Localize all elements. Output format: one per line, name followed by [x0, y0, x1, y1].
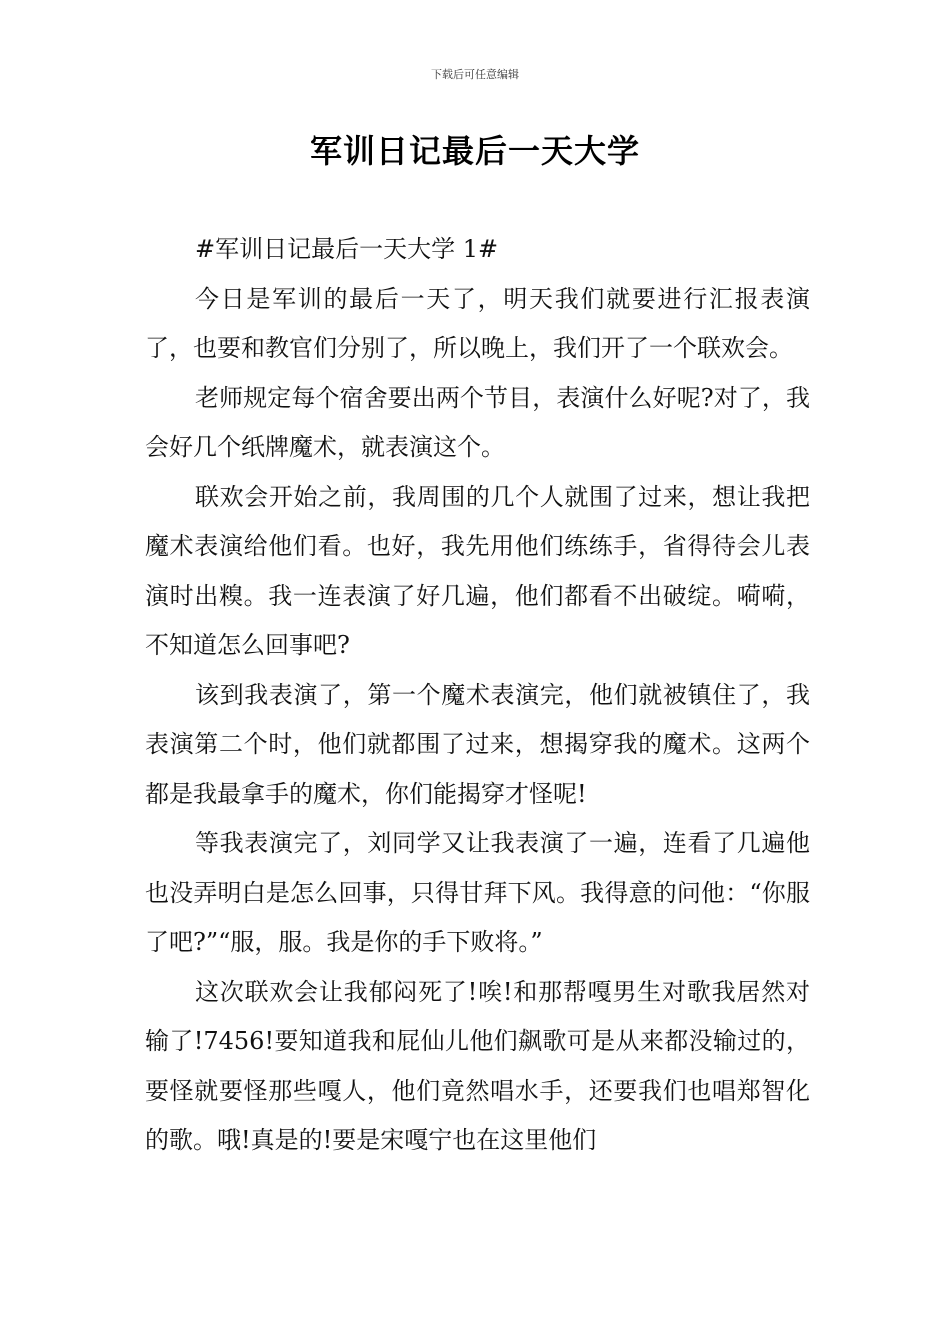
- paragraph: 老师规定每个宿舍要出两个节目，表演什么好呢?对了，我会好几个纸牌魔术，就表演这个。: [145, 383, 810, 461]
- section-heading: #军训日记最后一天大学 1#: [195, 235, 499, 263]
- header-note: 下载后可任意编辑: [431, 68, 519, 81]
- paragraph: 联欢会开始之前，我周围的几个人就围了过来，想让我把魔术表演给他们看。也好，我先用他们练练手，省得待会儿表演时出糗。我一连表演了好几遍，他们都看不出破绽。嗬嗬，不知道怎么回事吧?: [145, 482, 810, 659]
- paragraph: 该到我表演了，第一个魔术表演完，他们就被镇住了，我表演第二个时，他们就都围了过来，想揭穿我的魔术。这两个都是我最拿手的魔术，你们能揭穿才怪呢!: [145, 680, 810, 808]
- paragraph: 这次联欢会让我郁闷死了!唉!和那帮嘎男生对歌我居然对输了!7456!要知道我和屁仙儿他们飙歌可是从来都没输过的，要怪就要怪那些嘎人，他们竟然唱水手，还要我们也唱郑智化的歌。哦!真是的!要是宋嘎宁也在这里他们: [145, 977, 810, 1154]
- paragraph: 今日是军训的最后一天了，明天我们就要进行汇报表演了，也要和教官们分别了，所以晚上，我们开了一个联欢会。: [145, 284, 810, 362]
- document-title: 军训日记最后一天大学: [309, 132, 640, 170]
- document-body: [145, 225, 810, 1166]
- paragraph: 等我表演完了，刘同学又让我表演了一遍，连看了几遍他也没弄明白是怎么回事，只得甘拜下风。我得意的问他：“你服了吧?”“服，服。我是你的手下败将。”: [145, 829, 810, 956]
